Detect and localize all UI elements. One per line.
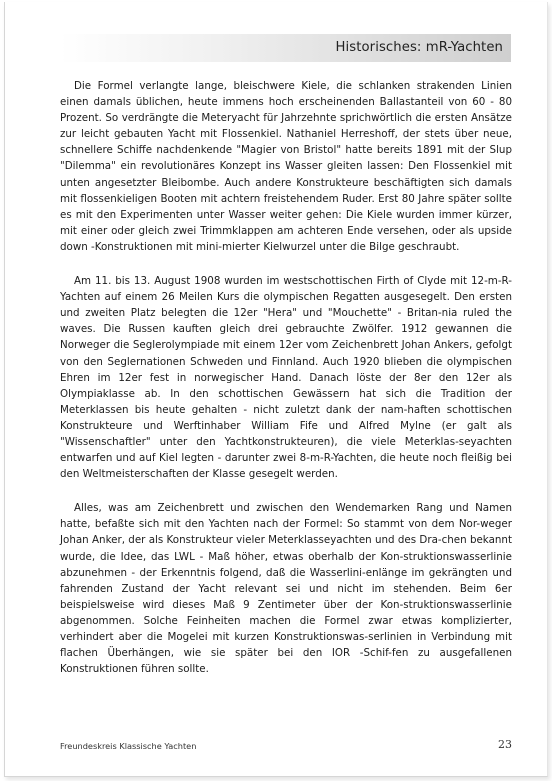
footer-publisher: Freundeskreis Klassische Yachten bbox=[60, 741, 197, 751]
header-title: Historisches: mR-Yachten bbox=[335, 40, 503, 55]
body-text bbox=[60, 78, 512, 695]
paragraph-1: Die Formel verlangte lange, bleischwere Kiele, die schlanken strakenden Linien einen damals üblichen, heute immens hoch erscheinenden Ballastanteil von 60 - 80 Prozent. So verdrängte die Meteryacht für Jahrzehnte sprichwörtlich die ersten Ansätze zur leicht gebauten Yacht mit Flossenkiel. Nathaniel Herreshoff, der stets über neue, schnellere Schiffe nachdenkende "Magier von Bristol" hatte bereits 1891 mit der Slup "Dilemma" ein revolutionäres Konzept ins Wasser gleiten lassen: Den Flossenkiel mit unten angesetzter Bleibombe. Auch andere Konstrukteure beschäftigten sich damals mit flossenkieligen Booten mit achtern freistehendem Ruder. Erst 80 Jahre später sollte es mit den Experimenten unter Wasser weiter gehen: Die Kiele wurden immer kürzer, mit einer oder gleich zwei Trimmklappen am achteren Ende versehen, oder als upside down -Konstruktionen mit mini-mierter Kielwurzel unter die Bilge geschraubt. bbox=[60, 80, 512, 253]
paragraph-3: Alles, was am Zeichenbrett und zwischen den Wendemarken Rang und Namen hatte, befaßte sich mit den Yachten nach der Formel: So stammt von dem Nor-weger Johan Anker, der als Konstrukteur vieler Meterklasseyachten und des Dra-chen bekannt wurde, die Idee, das LWL - Maß höher, etwas oberhalb der Kon-struktionswasserlinie abzunehmen - der Erkenntnis folgend, daß die Wasserlini-enlänge im gekrängten und fahrenden Zustand der Yacht relevant sei und nicht im stehenden. Beim 6er beispielsweise wird dieses Maß 9 Zentimeter über der Kon-struktionswasserlinie abgenommen. Solche Feinheiten machen die Formel zwar etwas komplizierter, verhindert aber die Mogelei mit kurzen Konstruktionswas-serlinien in Verbindung mit flachen Überhängen, wie sie später bei den IOR -Schif-fen zu ausgefallenen Konstruktionen führen sollte. bbox=[60, 502, 512, 676]
page-number: 23 bbox=[498, 738, 512, 751]
running-header bbox=[60, 34, 511, 62]
paragraph-2: Am 11. bis 13. August 1908 wurden im westschottischen Firth of Clyde mit 12-m-R-Yachten auf einem 26 Meilen Kurs die olympischen Regatten ausgesegelt. Den ersten und zweiten Platz belegten die 12er "Hera" und "Mouchette" - Britan-nia ruled the waves. Die Russen kauften gleich drei gebrauchte Zwölfer. 1912 gewannen die Norweger die Seglerolympiade mit einem 12er vom Zeichenbrett Johan Ankers, gefolgt von den Seglernationen Schweden und Finnland. Auch 1920 blieben die olympischen Ehren im 12er fest in norwegischer Hand. Danach löste der 8er den 12er als Olympiaklasse ab. In den schottischen Gewässern hat sich die Tradition der Meterklassen bis heute gehalten - nicht zuletzt dank der nam-haften schottischen Konstrukteure und Werftinhaber William Fife und Alfred Mylne (er galt als "Wissenschaftler" unter den Yachtkonstrukteuren), die viele Meterklas-seyachten entwarfen und auf Kiel legten - darunter zwei 8-m-R-Yachten, die heute noch fleißig bei den Weltmeisterschaften der Klasse gesegelt werden. bbox=[60, 275, 512, 481]
